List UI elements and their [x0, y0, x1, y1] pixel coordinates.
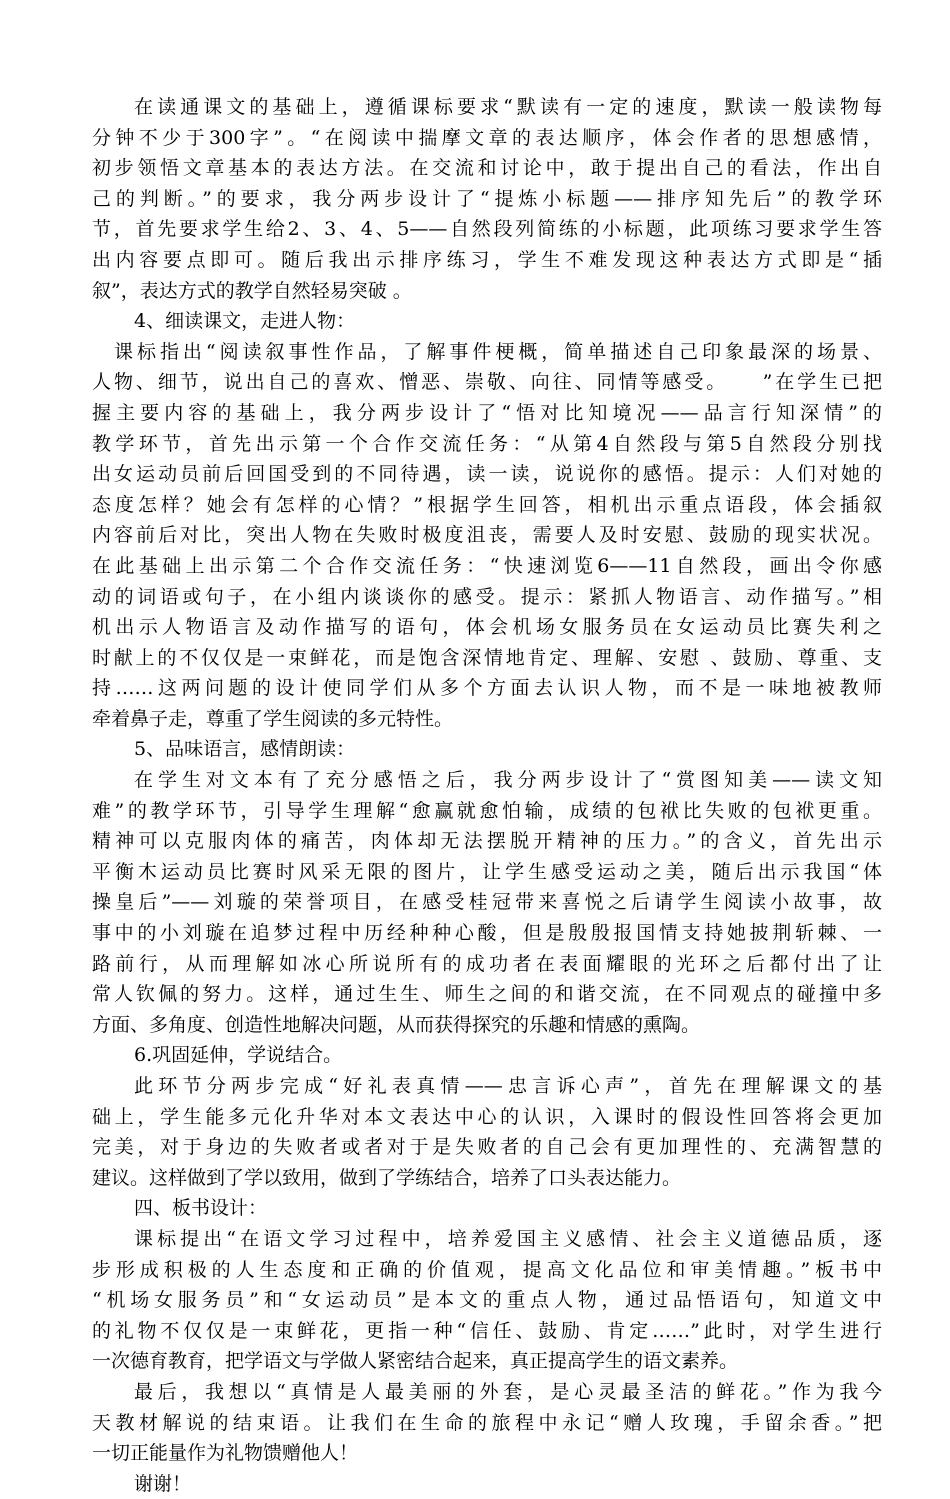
- text-line: 时献上的不仅仅是一束鲜花，而是饱含深情地肯定、理解、安慰 、鼓励、尊重、支: [92, 646, 882, 669]
- text-line: 一次德育教育，把学语文与学做人紧密结合起来，真正提高学生的语文素养。: [92, 1350, 739, 1373]
- text-line: 牵着鼻子走，尊重了学生阅读的多元特性。: [92, 707, 454, 730]
- text-line: 叙”，表达方式的教学自然轻易突破 。: [92, 279, 412, 302]
- text-line: 路前行，从而理解如冰心所说所有的成功者在表面耀眼的光环之后都付出了让: [92, 952, 882, 975]
- text-line: 出女运动员前后回国受到的不同待遇，读一读，说说你的感悟。提示：人们对她的: [92, 463, 882, 486]
- text-line: 础上，学生能多元化升华对本文表达中心的认识，入课时的假设性回答将会更加: [92, 1105, 882, 1128]
- text-line: 分钟不少于300字”。“在阅读中揣摩文章的表达顺序，体会作者的思想感情，: [92, 126, 882, 149]
- text-line: 常人钦佩的努力。这样，通过生生、师生之间的和谐交流，在不同观点的碰撞中多: [92, 983, 882, 1006]
- text-line: 天教材解说的结束语。让我们在生命的旅程中永记“赠人玫瑰，手留余香。”把: [92, 1411, 882, 1434]
- text-line: “机场女服务员”和“女运动员”是本文的重点人物，通过品悟语句，知道文中: [92, 1289, 882, 1312]
- text-line: 课标指出“阅读叙事性作品，了解事件梗概，简单描述自己印象最深的场景、: [114, 340, 882, 363]
- text-line: 步形成积极的人生态度和正确的价值观，提高文化品位和审美情趣。”板书中: [92, 1258, 882, 1281]
- text-line: 握主要内容的基础上，我分两步设计了“悟对比知境况——品言行知深情”的: [92, 401, 882, 424]
- text-line: 初步领悟文章基本的表达方法。在交流和讨论中，敢于提出自己的看法，作出自: [92, 157, 882, 180]
- text-line: 节，首先要求学生给2、3、4、5——自然段列简练的小标题，此项练习要求学生答: [92, 218, 882, 241]
- text-line: 6.巩固延伸，学说结合。: [134, 1044, 343, 1067]
- text-line: 操皇后”——刘璇的荣誉项目，在感受桂冠带来喜悦之后请学生阅读小故事，故: [92, 891, 882, 914]
- text-line: 此环节分两步完成“好礼表真情——忠言诉心声”，首先在理解课文的基: [134, 1075, 882, 1097]
- text-line: 内容前后对比，突出人物在失败时极度沮丧，需要人及时安慰、鼓励的现实状况。: [92, 524, 882, 547]
- text-line: 难”的教学环节，引导学生理解“愈赢就愈怕输，成绩的包袱比失败的包袱更重。: [92, 799, 882, 822]
- text-line: 动的词语或句子，在小组内谈谈你的感受。提示：紧抓人物语言、动作描写。”相: [92, 585, 882, 608]
- text-line: 完美，对于身边的失败者或者对于是失败者的自己会有更加理性的、充满智慧的: [92, 1136, 882, 1159]
- text-line: 最后，我想以“真情是人最美丽的外套，是心灵最圣洁的鲜花。”作为我今: [134, 1380, 882, 1403]
- text-line: 己的判断。”的要求，我分两步设计了“提炼小标题——排序知先后”的教学环: [92, 187, 882, 210]
- text-line: 谢谢！: [134, 1472, 192, 1495]
- text-line: 4、细读课文，走进人物：: [134, 310, 356, 333]
- text-line: 态度怎样？她会有怎样的心情？”根据学生回答，相机出示重点语段，体会插叙: [92, 493, 882, 516]
- text-line: 在此基础上出示第二个合作交流任务：“快速浏览6——11自然段，画出令你感: [92, 554, 882, 577]
- text-line: 四、板书设计：: [134, 1197, 268, 1220]
- text-line: 在学生对文本有了充分感悟之后，我分两步设计了“赏图知美——读文知: [134, 769, 882, 792]
- text-line: 课标提出“在语文学习过程中，培养爱国主义感情、社会主义道德品质，逐: [134, 1227, 882, 1250]
- text-line: 平衡木运动员比赛时风采无限的图片，让学生感受运动之美，随后出示我国“体: [92, 860, 882, 883]
- text-line: 方面、多角度、创造性地解决问题，从而获得探究的乐趣和情感的熏陶。: [92, 1013, 701, 1036]
- text-line: 出内容要点即可。随后我出示排序练习，学生不难发现这种表达方式即是“插: [92, 248, 882, 271]
- text-line: 一切正能量作为礼物馈赠他人！: [92, 1442, 359, 1465]
- text-line: 机出示人物语言及动作描写的语句，体会机场女服务员在女运动员比赛失利之: [92, 616, 882, 639]
- text-line: 事中的小刘璇在追梦过程中历经种种心酸，但是殷殷报国情支持她披荆斩棘、一: [92, 922, 882, 945]
- document-body: [92, 92, 882, 1499]
- text-line: 在读通课文的基础上，遵循课标要求“默读有一定的速度，默读一般读物每: [134, 96, 882, 118]
- text-line: 建议。这样做到了学以致用，做到了学练结合，培养了口头表达能力。: [92, 1166, 682, 1189]
- text-line: 的礼物不仅仅是一束鲜花，更指一种“信任、鼓励、肯定……”此时，对学生进行: [92, 1319, 882, 1342]
- text-line: 持……这两问题的设计使同学们从多个方面去认识人物，而不是一味地被教师: [92, 677, 882, 700]
- text-line: 人物、细节，说出自己的喜欢、憎恶、崇敬、向往、同情等感受。 ”在学生已把: [92, 371, 882, 394]
- text-line: 5、品味语言，感情朗读：: [134, 738, 356, 761]
- text-line: 教学环节，首先出示第一个合作交流任务：“从第4自然段与第5自然段分别找: [92, 432, 882, 455]
- paragraph-lines: [92, 92, 882, 1499]
- text-line: 精神可以克服肉体的痛苦，肉体却无法摆脱开精神的压力。”的含义，首先出示: [92, 830, 882, 853]
